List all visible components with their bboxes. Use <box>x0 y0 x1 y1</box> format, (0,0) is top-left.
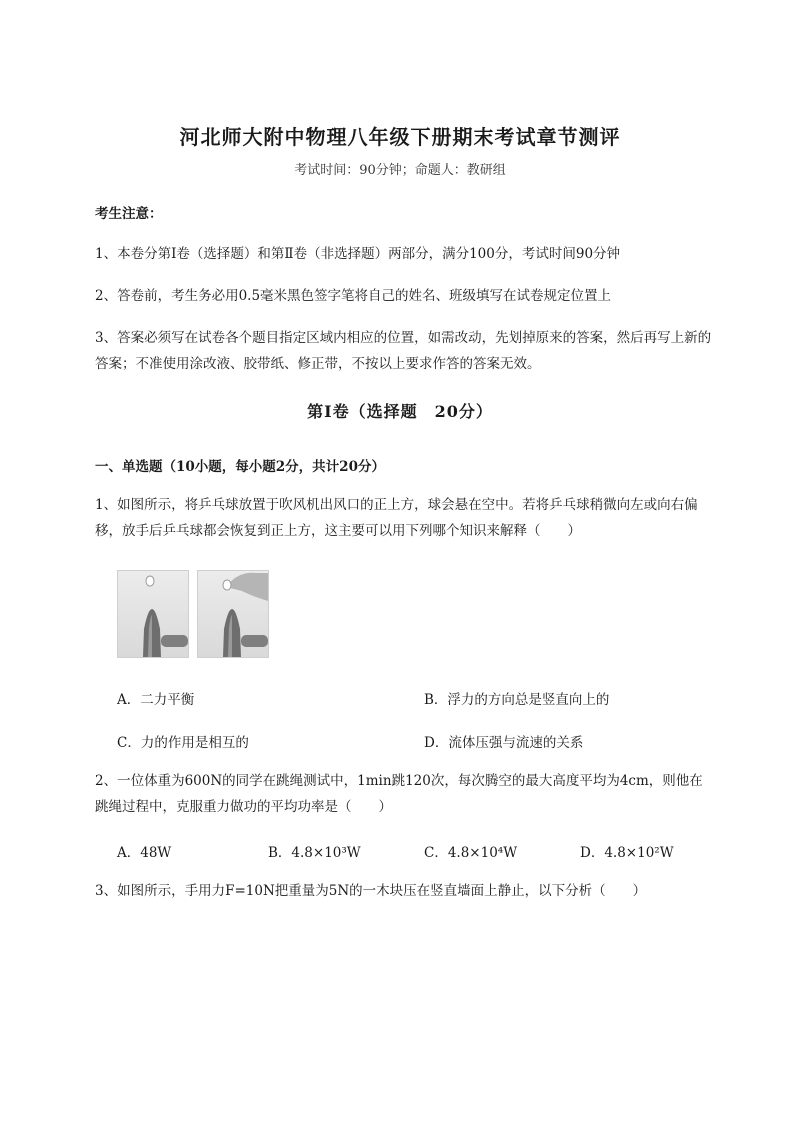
notice-item-1: 1、本卷分第Ⅰ卷（选择题）和第Ⅱ卷（非选择题）两部分，满分100分，考试时间90分钟 <box>95 246 621 262</box>
question-2-option-a: A．48W <box>117 845 172 861</box>
notice-heading: 考生注意： <box>95 206 163 222</box>
exam-subtitle: 考试时间：90分钟；命题人：教研组 <box>294 163 506 178</box>
question-3-stem: 3、如图所示，手用力F=10N把重量为5N的一木块压在竖直墙面上静止，以下分析（ ） <box>95 883 647 899</box>
exam-title: 河北师大附中物理八年级下册期末考试章节测评 <box>179 125 621 149</box>
question-1-stem: 1、如图所示，将乒乓球放置于吹风机出风口的正上方，球会悬在空中。若将乒乓球稍微向左或向右偏移，放手后乒乓球都会恢复到正上方，这主要可以用下列哪个知识来解释（ ） <box>95 497 698 539</box>
part-heading: 一、单选题（10小题，每小题2分，共计20分） <box>95 459 385 475</box>
section-title: 第Ⅰ卷（选择题 20分） <box>307 402 493 421</box>
question-1-option-d: D．流体压强与流速的关系 <box>424 735 584 751</box>
question-1-option-c: C．力的作用是相互的 <box>117 735 249 751</box>
question-1-option-a: A．二力平衡 <box>117 692 195 708</box>
notice-item-3: 3、答案必须写在试卷各个题目指定区域内相应的位置，如需改动，先划掉原来的答案，然后再写上新的答案；不准使用涂改液、胶带纸、修正带，不按以上要求作答的答案无效。 <box>95 330 712 372</box>
hair-dryer-photo-right <box>197 570 269 658</box>
question-2-option-b: B．4.8×10³W <box>268 845 361 861</box>
hair-dryer-photo-left <box>117 570 189 658</box>
question-2-stem: 2、一位体重为600N的同学在跳绳测试中，1min跳120次，每次腾空的最大高度平均为4cm，则他在跳绳过程中，克服重力做功的平均功率是（ ） <box>95 773 703 815</box>
notice-item-2: 2、答卷前，考生务必用0.5毫米黑色签字笔将自己的姓名、班级填写在试卷规定位置上 <box>95 288 612 304</box>
question-2-option-d: D．4.8×10²W <box>580 845 674 861</box>
question-2-option-c: C．4.8×10⁴W <box>424 845 518 861</box>
question-1-option-b: B．浮力的方向总是竖直向上的 <box>424 692 610 708</box>
